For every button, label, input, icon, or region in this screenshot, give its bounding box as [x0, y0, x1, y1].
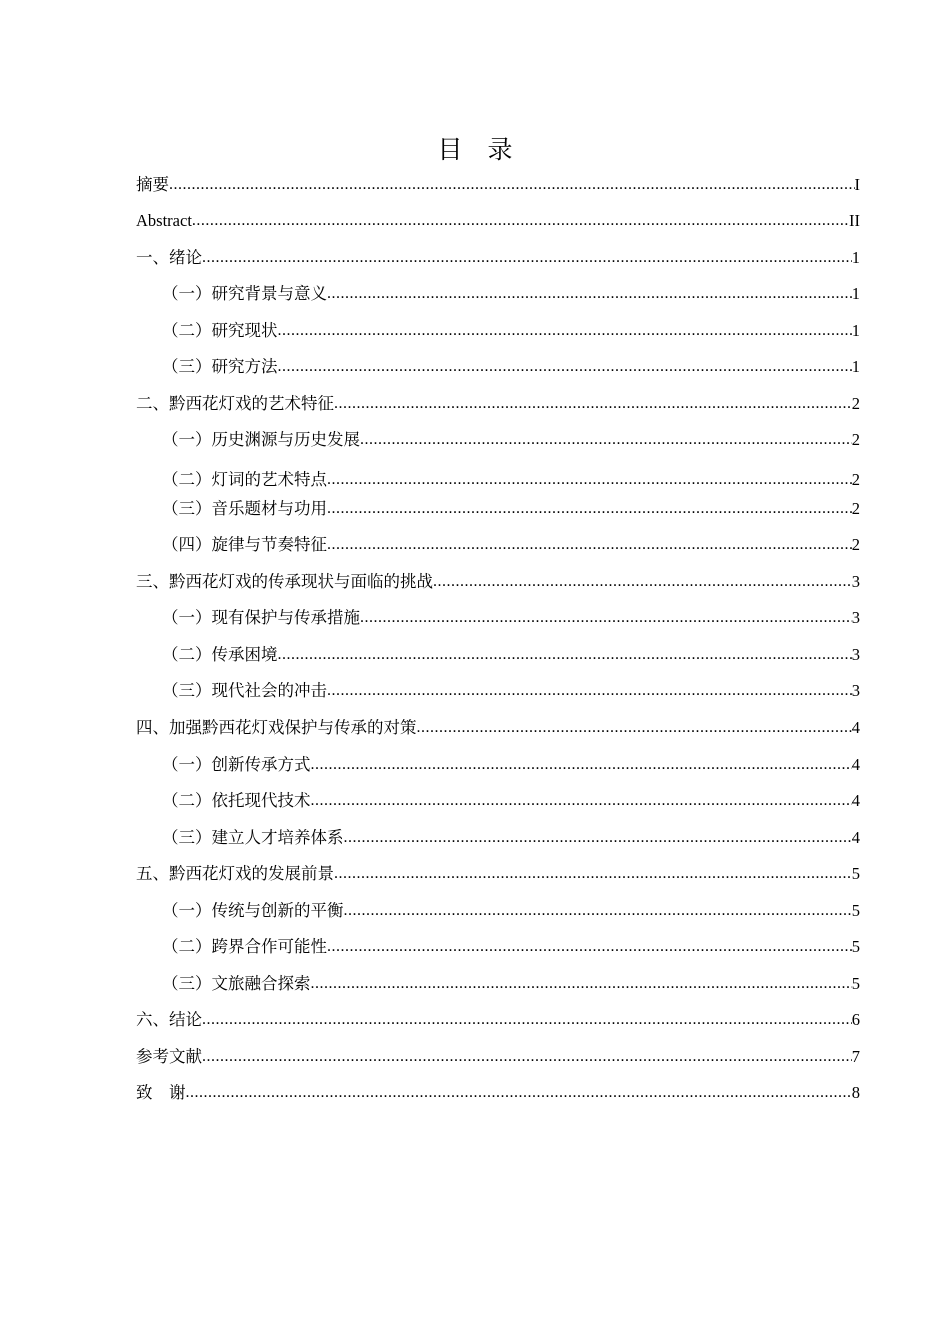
- toc-entry-page: 6: [851, 1010, 860, 1029]
- toc-entry-label: （三）现代社会的冲击: [162, 681, 327, 700]
- toc-entry-page: 2: [851, 535, 860, 554]
- toc-entry-page: 3: [851, 681, 860, 700]
- toc-entry-page: 2: [851, 394, 860, 413]
- toc-leader-dots: [360, 429, 852, 451]
- toc-entry-page: 2: [851, 499, 860, 518]
- toc-leader-dots: [169, 174, 855, 196]
- toc-leader-dots: [433, 571, 852, 593]
- toc-entry-label: 二、黔西花灯戏的艺术特征: [136, 394, 334, 413]
- toc-entry-label: （一）传统与创新的平衡: [162, 901, 344, 920]
- toc-entry-section-1-3[interactable]: [162, 356, 860, 378]
- toc-leader-dots: [327, 498, 852, 520]
- toc-entry-label: 四、加强黔西花灯戏保护与传承的对策: [136, 718, 417, 737]
- toc-entry-page: 8: [851, 1083, 860, 1102]
- toc-entry-page: 5: [851, 901, 860, 920]
- toc-entry-label: 五、黔西花灯戏的发展前景: [136, 864, 334, 883]
- toc-leader-dots: [278, 320, 852, 342]
- toc-entry-page: 4: [851, 718, 860, 737]
- toc-leader-dots: [344, 900, 852, 922]
- toc-entry-section-4-2[interactable]: [162, 790, 860, 812]
- toc-entry-label: （一）创新传承方式: [162, 755, 311, 774]
- page-title: 目 录: [437, 135, 513, 164]
- toc-leader-dots: [327, 534, 852, 556]
- toc-entry-section-4-3[interactable]: [162, 827, 860, 849]
- toc-leader-dots: [278, 356, 852, 378]
- toc-entry-section-4-1[interactable]: [162, 754, 860, 776]
- toc-entry-page: 1: [851, 284, 860, 303]
- toc-entry-page: 5: [851, 937, 860, 956]
- toc-leader-dots: [327, 680, 852, 702]
- toc-entry-page: 5: [851, 974, 860, 993]
- toc-entry-section-5-2[interactable]: [162, 936, 860, 958]
- toc-entry-page: 7: [851, 1047, 860, 1066]
- toc-entry-acknowledgements[interactable]: [136, 1082, 860, 1104]
- toc-entry-label: 参考文献: [136, 1047, 202, 1066]
- toc-entry-label: Abstract: [136, 211, 192, 230]
- toc-entry-label: 摘要: [136, 175, 169, 194]
- toc-entry-section-3-3[interactable]: [162, 680, 860, 702]
- toc-entry-label: （四）旋律与节奏特征: [162, 535, 327, 554]
- toc-entry-label: （二）研究现状: [162, 321, 278, 340]
- toc-entry-page: 1: [851, 321, 860, 340]
- toc-leader-dots: [192, 210, 849, 232]
- toc-entry-label: （三）建立人才培养体系: [162, 828, 344, 847]
- toc-leader-dots: [311, 790, 852, 812]
- toc-entry-section-5-3[interactable]: [162, 973, 860, 995]
- toc-entry-page: 2: [851, 430, 860, 449]
- toc-leader-dots: [202, 1046, 852, 1068]
- toc-entry-page: 1: [851, 248, 860, 267]
- toc-entry-page: 3: [851, 645, 860, 664]
- toc-entry-chapter-1[interactable]: [136, 247, 860, 269]
- toc-leader-dots: [202, 1009, 852, 1031]
- toc-entry-page: 3: [851, 608, 860, 627]
- toc-entry-section-2-1[interactable]: [162, 429, 860, 451]
- toc-entry-chapter-3[interactable]: [136, 571, 860, 593]
- toc-leader-dots: [311, 973, 852, 995]
- toc-leader-dots: [327, 469, 852, 491]
- toc-leader-dots: [334, 863, 852, 885]
- toc-leader-dots: [186, 1082, 852, 1104]
- toc-entry-page: II: [849, 211, 860, 230]
- toc-entry-label: （三）研究方法: [162, 357, 278, 376]
- toc-leader-dots: [417, 717, 852, 739]
- toc-leader-dots: [360, 607, 852, 629]
- toc-entry-section-3-1[interactable]: [162, 607, 860, 629]
- toc-entry-chapter-4[interactable]: [136, 717, 860, 739]
- toc-entry-abstract-cn[interactable]: [136, 174, 860, 196]
- toc-entry-section-1-1[interactable]: [162, 283, 860, 305]
- toc-entry-label: 致 谢: [136, 1083, 186, 1102]
- toc-entry-page: 2: [851, 470, 860, 489]
- toc-entry-label: 三、黔西花灯戏的传承现状与面临的挑战: [136, 572, 433, 591]
- toc-leader-dots: [344, 827, 852, 849]
- toc-entry-label: （一）历史渊源与历史发展: [162, 430, 360, 449]
- toc-entry-section-5-1[interactable]: [162, 900, 860, 922]
- toc-entry-page: 3: [851, 572, 860, 591]
- toc-leader-dots: [327, 283, 852, 305]
- toc-entry-section-2-2[interactable]: [162, 469, 860, 491]
- toc-entry-label: （三）文旅融合探索: [162, 974, 311, 993]
- toc-entry-page: 4: [851, 791, 860, 810]
- toc-entry-page: 5: [851, 864, 860, 883]
- toc-entry-chapter-5[interactable]: [136, 863, 860, 885]
- toc-entry-label: （二）跨界合作可能性: [162, 937, 327, 956]
- toc-entry-section-1-2[interactable]: [162, 320, 860, 342]
- toc-entry-chapter-6[interactable]: [136, 1009, 860, 1031]
- toc-entry-section-3-2[interactable]: [162, 644, 860, 666]
- toc-entry-chapter-2[interactable]: [136, 393, 860, 415]
- toc-leader-dots: [202, 247, 852, 269]
- toc-entry-label: （一）现有保护与传承措施: [162, 608, 360, 627]
- toc-entry-section-2-4[interactable]: [162, 534, 860, 556]
- toc-entry-label: （二）依托现代技术: [162, 791, 311, 810]
- toc-entry-page: I: [854, 175, 860, 194]
- toc-leader-dots: [327, 936, 852, 958]
- toc-entry-section-2-3[interactable]: [162, 498, 860, 520]
- toc-leader-dots: [278, 644, 852, 666]
- toc-entry-page: 4: [851, 755, 860, 774]
- toc-entry-label: （二）灯词的艺术特点: [162, 470, 327, 489]
- toc-entry-label: （一）研究背景与意义: [162, 284, 327, 303]
- toc-entry-label: 六、结论: [136, 1010, 202, 1029]
- toc-entry-label: 一、绪论: [136, 248, 202, 267]
- toc-entry-label: （三）音乐题材与功用: [162, 499, 327, 518]
- toc-leader-dots: [311, 754, 852, 776]
- toc-entry-page: 1: [851, 357, 860, 376]
- toc-entry-label: （二）传承困境: [162, 645, 278, 664]
- toc-entry-references[interactable]: [136, 1046, 860, 1068]
- toc-entry-abstract-en[interactable]: [136, 210, 860, 232]
- toc-leader-dots: [334, 393, 852, 415]
- toc-entry-page: 4: [851, 828, 860, 847]
